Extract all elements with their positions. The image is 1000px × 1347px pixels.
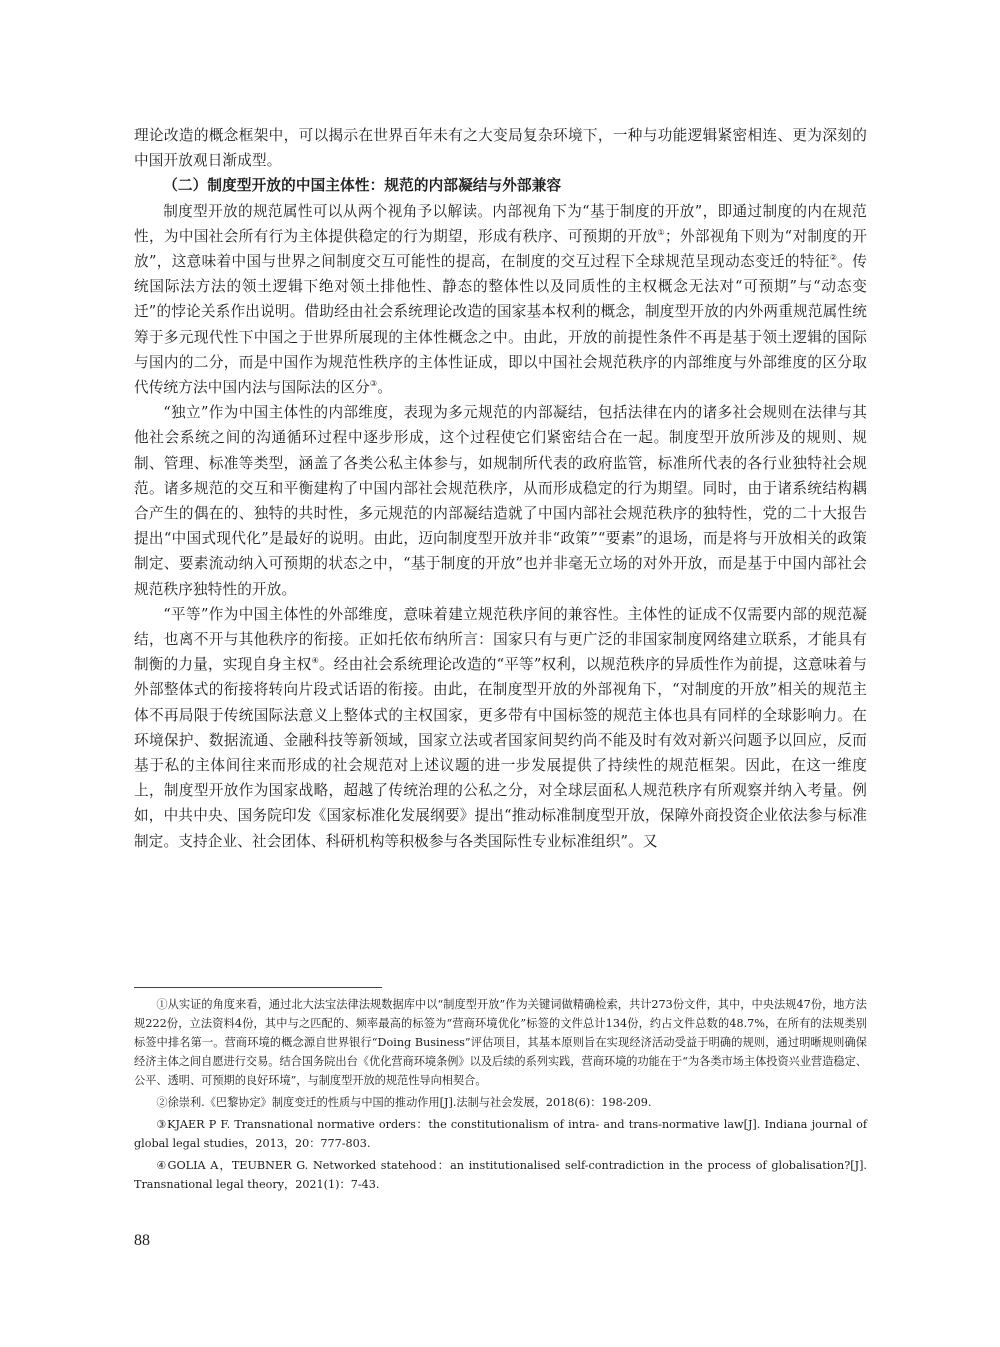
footnote-4: ④GOLIA A，TEUBNER G. Networked statehood：an institutionalised self-contradiction in the process of globalisation?[J]. Transnational legal theory，2021(1)：7-43. (134, 1159, 867, 1191)
footnotes (134, 995, 867, 1197)
main-text (134, 123, 867, 854)
footnote-ref-1[interactable]: ① (657, 227, 665, 237)
footnote-divider (134, 987, 382, 988)
footnote-2: ②徐崇利.《巴黎协定》制度变迁的性质与中国的推动作用[J].法制与社会发展，2018(6)：198-209. (156, 1096, 652, 1109)
paragraph-1: 制度型开放的规范属性可以从两个视角予以解读。内部视角下为“基于制度的开放”，即通过制度的内在规范性，为中国社会所有行为主体提供稳定的行为期望，形成有秩序、可预期的开放①；外部视角下则为“对制度的开放”，这意味着中国与世界之间制度交互可能性的提高，在制度的交互过程下全球规范呈现动态变迁的特征②。传统国际法方法的领土逻辑下绝对领土排他性、静态的整体性以及同质性的主权概念无法对“可预期”与“动态变迁”的悖论关系作出说明。借助经由社会系统理论改造的国家基本权利的概念，制度型开放的内外两重规范属性统筹于多元现代性下中国之于世界所展现的主体性概念之中。由此，开放的前提性条件不再是基于领土逻辑的国际与国内的二分，而是中国作为规范性秩序的主体性证成，即以中国社会规范秩序的内部维度与外部维度的区分取代传统方法中国内法与国际法的区分③。 (134, 202, 868, 397)
paragraph-continued: 理论改造的概念框架中，可以揭示在世界百年未有之大变局复杂环境下，一种与功能逻辑紧密相连、更为深刻的中国开放观日渐成型。 (134, 127, 867, 170)
paragraph-2: “独立”作为中国主体性的内部维度，表现为多元规范的内部凝结，包括法律在内的诸多社会规则在法律与其他社会系统之间的沟通循环过程中逐步形成，这个过程使它们紧密结合在一起。制度型开放所涉及的规则、规制、管理、标准等类型，涵盖了各类公私主体参与，如规制所代表的政府监管，标准所代表的各行业独特社会规范。诸多规范的交互和平衡建构了中国内部社会规范秩序，从而形成稳定的行为期望。同时，由于诸系统结构耦合产生的偶在的、独特的共时性，多元规范的内部凝结造就了中国内部社会规范秩序的独特性，党的二十大报告提出“中国式现代化”是最好的说明。由此，迈向制度型开放并非“政策”“要素”的退场，而是将与开放相关的政策制定、要素流动纳入可预期的状态之中，“基于制度的开放”也并非毫无立场的对外开放，而是基于中国内部社会规范秩序独特性的开放。 (134, 404, 867, 598)
footnote-ref-3[interactable]: ③ (369, 379, 378, 389)
footnote-ref-2[interactable]: ② (829, 253, 838, 263)
page-number: 88 (134, 1232, 150, 1249)
footnote-1: ①从实证的角度来看，通过北大法宝法律法规数据库中以“制度型开放”作为关键词做精确检索，共计273份文件，其中，中央法规47份，地方法规222份，立法资料4份，其中与之匹配的、频率最高的标签为“营商环境优化”标签的文件总计134份，约占文件总数的48.7%，在所有的法规类别标签中排名第一。营商环境的概念源自世界银行“Doing Business”评估项目，其基本原则旨在实现经济活动受益于明确的规则，通过明晰规则确保经济主体之间自愿进行交易。结合国务院出台《优化营商环境条例》以及后续的系列实践，营商环境的功能在于“为各类市场主体投资兴业营造稳定、公平、透明、可预期的良好环境”，与制度型开放的规范性导向相契合。 (134, 998, 867, 1087)
footnote-ref-4[interactable]: ④ (311, 656, 319, 666)
paragraph-3: “平等”作为中国主体性的外部维度，意味着建立规范秩序间的兼容性。主体性的证成不仅需要内部的规范凝结，也离不开与其他秩序的衔接。正如托依布纳所言：国家只有与更广泛的非国家制度网络建立联系，才能具有制衡的力量，实现自身主权④。经由社会系统理论改造的“平等”权利，以规范秩序的异质性作为前提，这意味着与外部整体式的衔接将转向片段式话语的衔接。由此，在制度型开放的外部视角下，“对制度的开放”相关的规范主体不再局限于传统国际法意义上整体式的主权国家，更多带有中国标签的规范主体也具有同样的全球影响力。在环境保护、数据流通、金融科技等新领域，国家立法或者国家间契约尚不能及时有效对新兴问题予以回应，反而基于私的主体间往来而形成的社会规范对上述议题的进一步发展提供了持续性的规范框架。因此，在这一维度上，制度型开放作为国家战略，超越了传统治理的公私之分，对全球层面私人规范秩序有所观察并纳入考量。例如，中共中央、国务院印发《国家标准化发展纲要》提出“推动标准制度型开放，保障外商投资企业依法参与标准制定。支持企业、社会团体、科研机构等积极参与各类国际性专业标准组织”。又 (134, 605, 868, 850)
section-heading: （二）制度型开放的中国主体性：规范的内部凝结与外部兼容 (163, 177, 562, 195)
footnote-3: ③KJAER P F. Transnational normative orders：the constitutionalism of intra- and trans-normative law[J]. Indiana journal of global legal studies，2013，20：777-803. (134, 1118, 867, 1150)
